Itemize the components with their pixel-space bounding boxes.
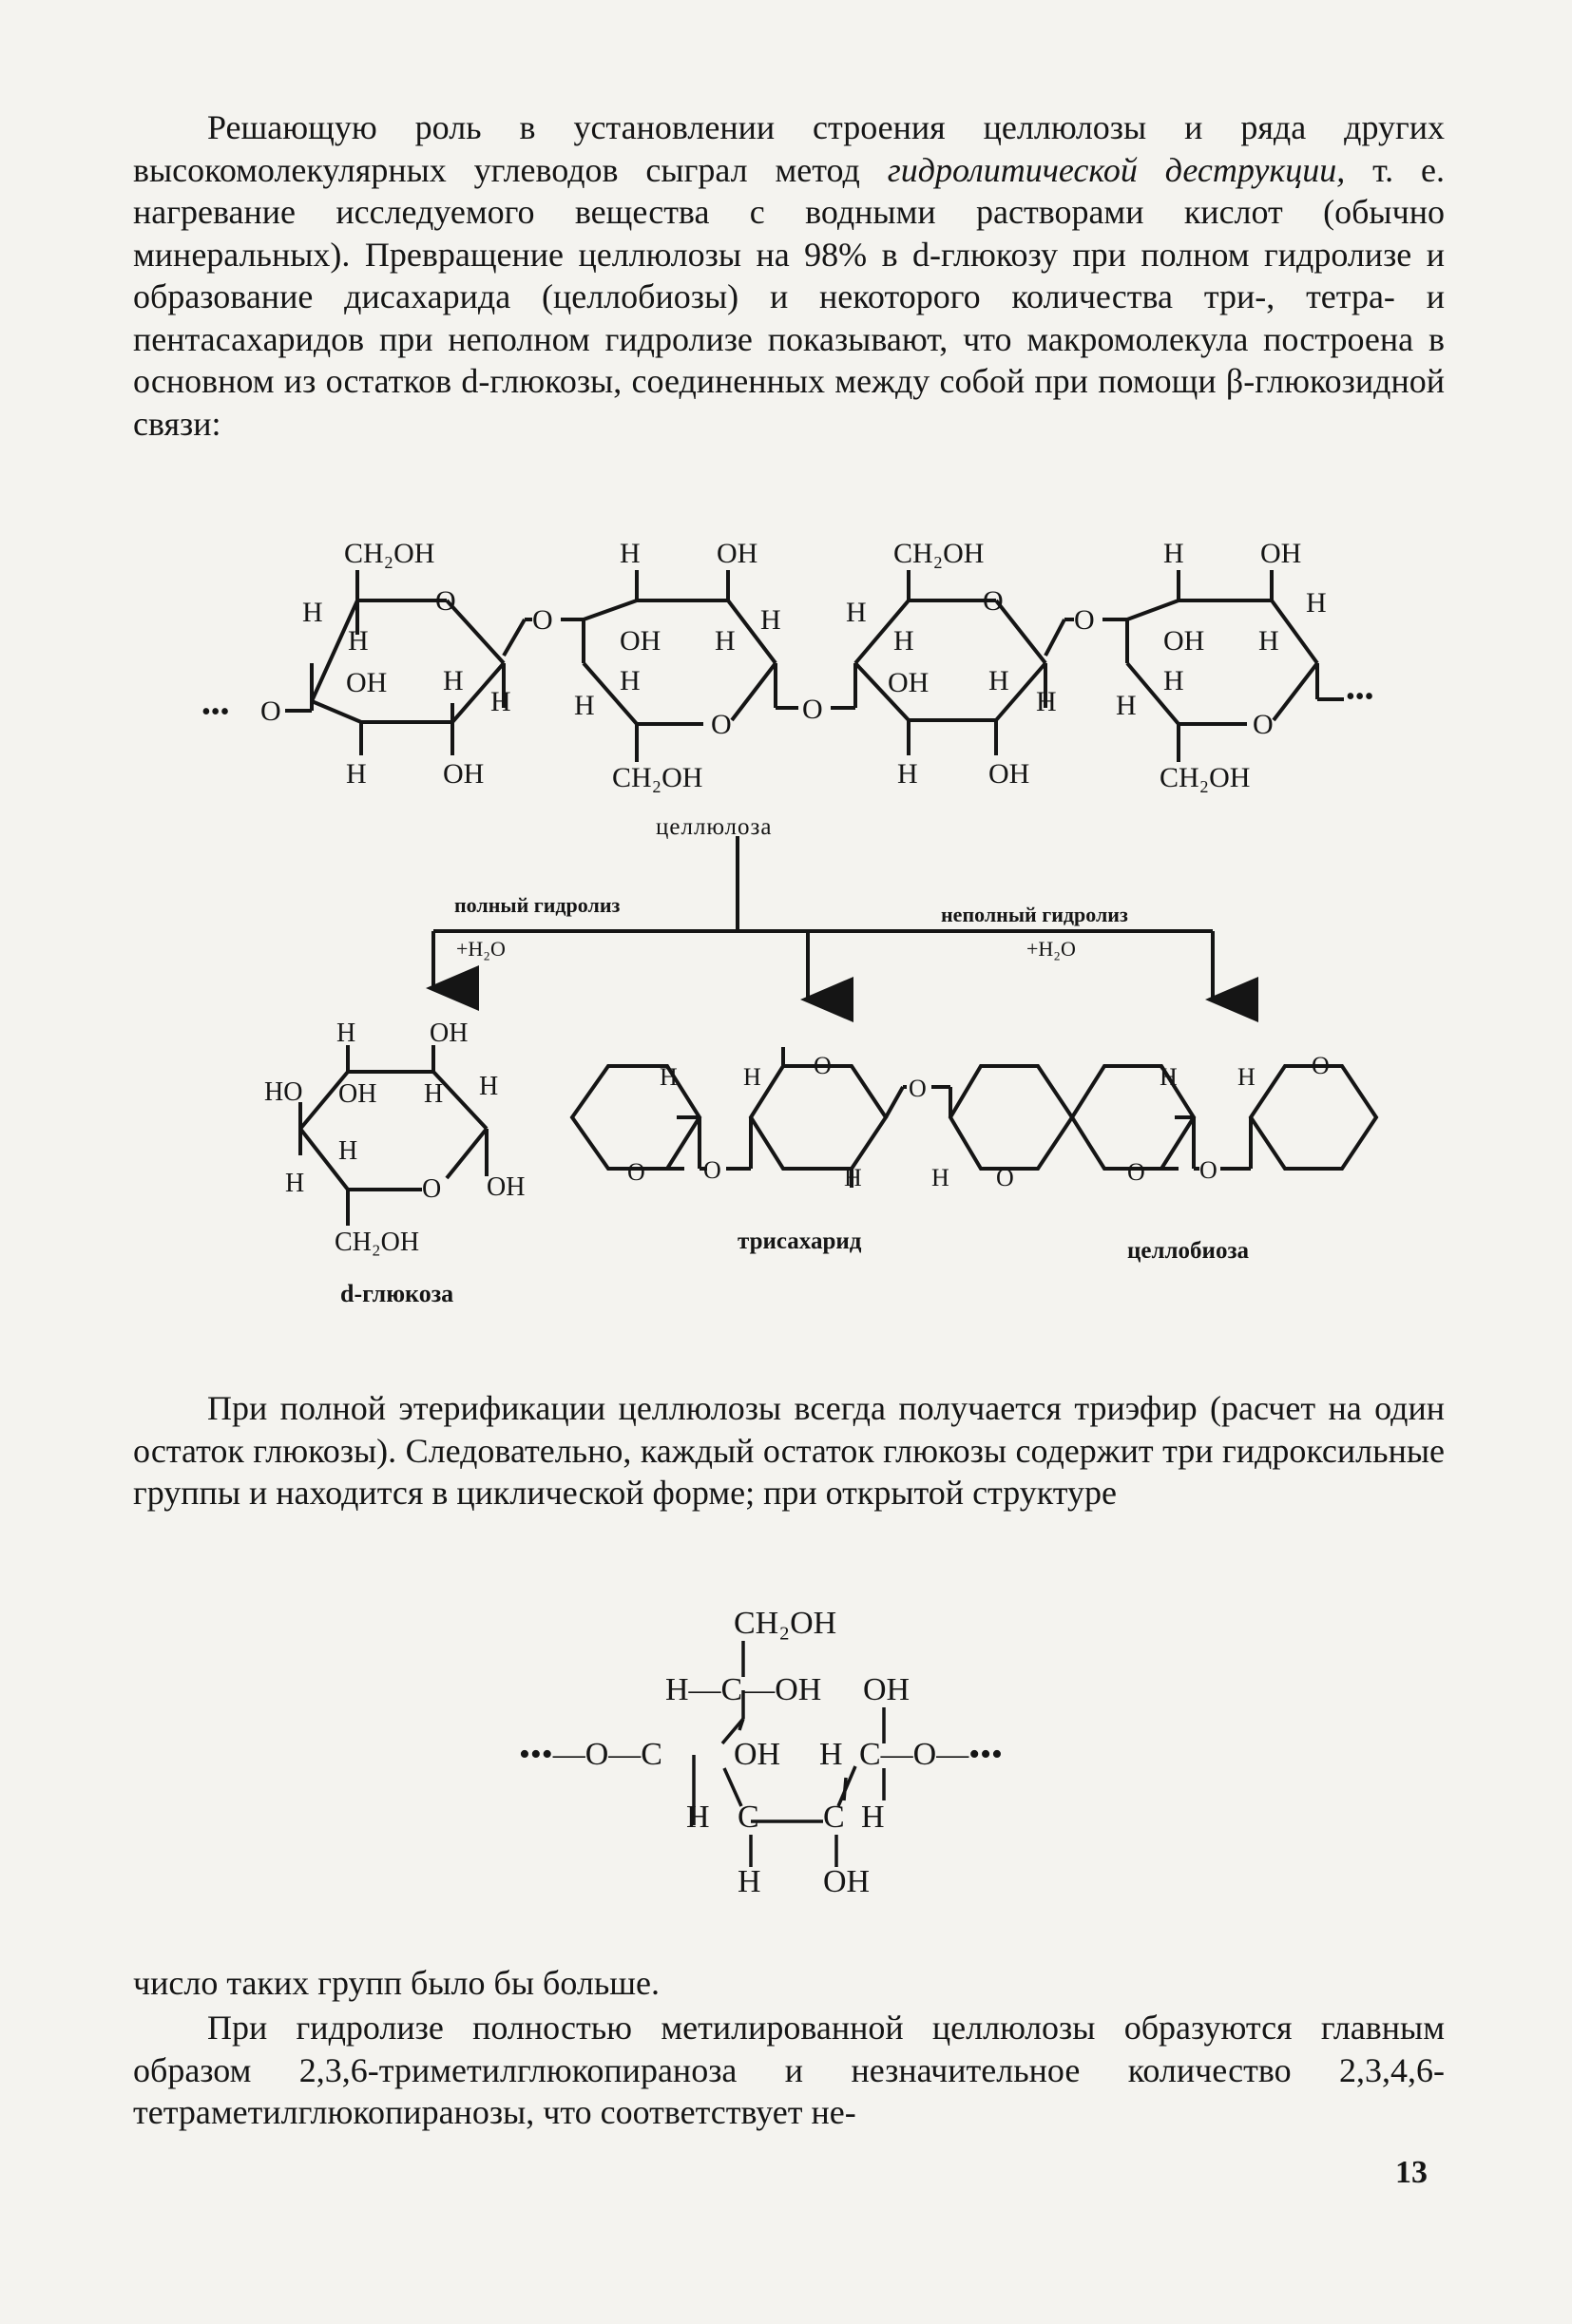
open-chain-structure	[0, 1591, 1572, 1895]
ch2oh-label: CH₂OH	[734, 1606, 837, 1641]
oxygen-label: O	[1074, 604, 1095, 636]
paragraph2-text: При полной этерификации целлюлозы всегда получается триэфир (расчет на один остаток глюкозы). Следовательно, каждый остаток глюкозы содержит три гидроксильные группы и находится в циклической форме; при открытой структуре	[133, 1389, 1445, 1512]
ring-oxygen-label: O	[1253, 709, 1274, 740]
oxygen-label: O	[1199, 1156, 1217, 1184]
glucose-label: d-глюкоза	[340, 1280, 454, 1307]
ring-oxygen-label: O	[711, 709, 732, 740]
h-label: H	[620, 665, 641, 696]
h-label: H	[897, 758, 918, 790]
h-label: H	[1237, 1063, 1256, 1091]
h-label: H	[893, 625, 914, 657]
h-label: H	[988, 665, 1009, 696]
h-label: H	[443, 665, 464, 696]
h-label: H	[490, 686, 511, 717]
paragraph1-text-start: Решающую роль в установлении строения целлюлозы и ряда других высокомолекулярных углеводов сыграл метод	[133, 108, 1445, 189]
h-label: H	[1116, 690, 1137, 721]
oh-label: OH	[487, 1172, 526, 1202]
cellobiose-labels	[1127, 1052, 1330, 1264]
paragraph1-text-end: т. е. нагревание исследуемого вещества с водными растворами кислот (обычно минеральных). Превращение целлюлозы на 98% в d-глюкозу при полном гидролизе и образование дисахарида (целлобиозы) и некоторого количества три-, тетра- и пентасахаридов при неполном гидролизе показывают, что макромолекула построена в основном из остатков d-глюкозы, соединенных между собой при помощи β-глюкозидной связи:	[133, 150, 1445, 443]
oh-label: OH	[1163, 625, 1205, 657]
oh-label: OH	[863, 1672, 911, 1707]
ring-oxygen-label: O	[435, 585, 456, 617]
h-label: H	[338, 1136, 358, 1166]
oh-label: OH	[823, 1864, 871, 1895]
oxygen-label: O	[909, 1075, 927, 1102]
trisaccharide-label: трисахарид	[738, 1229, 862, 1254]
h-label: H	[1160, 1063, 1178, 1091]
h-label: H	[1036, 686, 1057, 717]
h-label: H	[574, 690, 595, 721]
h-label: H	[285, 1169, 305, 1198]
oxygen-label: O	[260, 695, 281, 727]
ch2oh-label: CH₂OH	[612, 762, 703, 793]
h-label: H	[1258, 625, 1279, 657]
h-label: H	[686, 1800, 710, 1835]
h-label: H	[346, 758, 367, 790]
h-label: H	[479, 1072, 499, 1101]
h-label: H	[660, 1063, 678, 1091]
paragraph-more-groups	[133, 1962, 1445, 2005]
right-link-label: C—O—•••	[859, 1737, 1003, 1772]
ring-oxygen-label: O	[627, 1158, 645, 1186]
h-label: H	[760, 604, 781, 636]
paragraph-methylated-cellulose	[133, 2007, 1445, 2134]
page-number: 13	[1395, 2155, 1428, 2190]
oh-label: OH	[717, 538, 758, 569]
h-label: H	[620, 538, 641, 569]
ho-label: HO	[264, 1077, 303, 1107]
c-label: C	[738, 1800, 759, 1835]
h-label: H	[819, 1737, 843, 1772]
oh-label: OH	[734, 1737, 781, 1772]
h-label: H	[844, 1164, 862, 1191]
chain-end-right: •••	[1346, 682, 1374, 712]
h-label: H	[1163, 665, 1184, 696]
partial-hydrolysis-label: неполный гидролиз	[941, 903, 1128, 926]
chain-end-left: •••	[201, 697, 230, 727]
oh-label: OH	[1260, 538, 1302, 569]
oh-label: OH	[620, 625, 661, 657]
trisaccharide-labels	[627, 1052, 1014, 1254]
ch2oh-label: CH₂OH	[1160, 762, 1251, 793]
paragraph-hydrolytic-destruction	[133, 106, 1445, 445]
water-label-left: +H₂O	[456, 937, 506, 961]
h-label: H	[424, 1079, 444, 1109]
full-hydrolysis-label: полный гидролиз	[454, 893, 621, 917]
h-label: H	[743, 1063, 761, 1091]
h-c-oh-label: H—C—OH	[665, 1672, 822, 1707]
oh-label: OH	[888, 667, 930, 698]
h-label: H	[1306, 587, 1327, 619]
h-label: H	[715, 625, 736, 657]
oxygen-label: O	[802, 694, 823, 725]
ring-oxygen-label: O	[996, 1164, 1014, 1191]
h-label: H	[931, 1164, 949, 1191]
water-label-right: +H₂O	[1026, 937, 1076, 961]
ring-oxygen-label: O	[1312, 1052, 1330, 1079]
oh-label: OH	[338, 1079, 377, 1109]
paragraph3-text: число таких групп было бы больше.	[133, 1964, 660, 2002]
cellulose-label: целлюлоза	[656, 814, 773, 840]
paragraph1-italic-term: гидролитической деструкции,	[887, 150, 1346, 189]
oxygen-label: O	[703, 1156, 721, 1184]
oh-label: OH	[443, 758, 485, 790]
ring-oxygen-label: O	[814, 1052, 832, 1079]
oh-label: OH	[430, 1019, 469, 1048]
oh-label: OH	[346, 667, 388, 698]
h-label: H	[738, 1864, 761, 1895]
ring-oxygen-label: O	[1127, 1158, 1145, 1186]
ch2oh-label: CH₂OH	[344, 538, 435, 569]
h-label: H	[336, 1019, 356, 1048]
h-label: H	[846, 597, 867, 628]
hydrolysis-labels	[454, 814, 1128, 961]
ch2oh-label: CH₂OH	[893, 538, 985, 569]
cellobiose-label: целлобиоза	[1127, 1238, 1250, 1264]
cellulose-hydrolysis-scheme	[0, 513, 1572, 1330]
paragraph4-text: При гидролизе полностью метилированной целлюлозы образуются главным образом 2,3,6-триметилглюкопираноза и незначительное количество 2,3,4,6-тетраметилглюкопиранозы, что соответствует не-	[133, 2009, 1445, 2131]
ch2oh-label: CH₂OH	[335, 1228, 420, 1257]
h-label: H	[1163, 538, 1184, 569]
oxygen-label: O	[532, 604, 553, 636]
c-label: C	[823, 1800, 845, 1835]
ring-oxygen-label: O	[422, 1174, 442, 1204]
h-label: H	[861, 1800, 885, 1835]
left-link-label: •••—O—C	[519, 1737, 662, 1772]
ring-oxygen-label: O	[983, 585, 1004, 617]
cellulose-chain-labels	[201, 538, 1373, 793]
oh-label: OH	[988, 758, 1030, 790]
paragraph-esterification	[133, 1387, 1445, 1514]
h-label: H	[348, 625, 369, 657]
open-chain-labels	[519, 1606, 1003, 1895]
h-label: H	[302, 597, 323, 628]
